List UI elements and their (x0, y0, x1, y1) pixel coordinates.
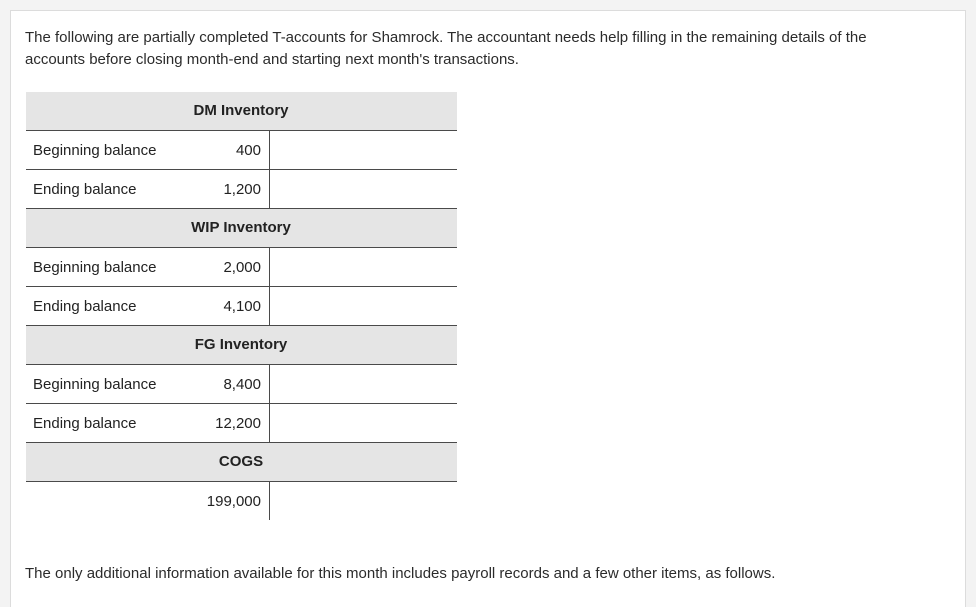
ledger-row (26, 248, 457, 287)
account-title: DM Inventory (193, 102, 289, 119)
row-amount: 8,400 (223, 376, 261, 393)
account-title: FG Inventory (194, 336, 288, 353)
ledger-row (26, 287, 457, 326)
row-amount: 12,200 (215, 415, 261, 432)
t-divider (269, 131, 270, 169)
row-amount: 199,000 (206, 493, 261, 510)
t-divider (269, 482, 270, 520)
intro-text: The following are partially completed T-accounts for Shamrock. The accountant needs help filling in the remaining details of the accounts before closing month-end and starting next month's transactions. (25, 29, 867, 68)
row-label: Beginning balance (33, 259, 157, 276)
ledger-row (26, 131, 457, 170)
row-label: Ending balance (33, 181, 137, 198)
row-label: Ending balance (33, 415, 137, 432)
t-divider (269, 248, 270, 286)
additional-info-text: The only additional information available for this month includes payroll records and a few other items, as follows. (25, 565, 776, 582)
account-title: WIP Inventory (191, 219, 291, 236)
row-amount: 1,200 (223, 181, 261, 198)
account-header-wip-inventory (26, 209, 457, 248)
ledger-row (26, 404, 457, 443)
ledger-row (26, 170, 457, 209)
account-title: COGS (218, 453, 264, 470)
account-header-fg-inventory (26, 326, 457, 365)
row-label: Ending balance (33, 298, 137, 315)
t-accounts (26, 92, 457, 520)
row-amount: 400 (235, 142, 261, 159)
question-card (10, 10, 966, 607)
t-divider (269, 404, 270, 442)
account-header-cogs (26, 443, 457, 482)
row-amount: 4,100 (223, 298, 261, 315)
ledger-row (26, 365, 457, 404)
row-label: Beginning balance (33, 376, 157, 393)
t-divider (269, 170, 270, 208)
t-divider (269, 365, 270, 403)
row-amount: 2,000 (223, 259, 261, 276)
t-divider (269, 287, 270, 325)
row-label: Beginning balance (33, 142, 157, 159)
ledger-row (26, 482, 457, 520)
account-header-dm-inventory (26, 92, 457, 131)
